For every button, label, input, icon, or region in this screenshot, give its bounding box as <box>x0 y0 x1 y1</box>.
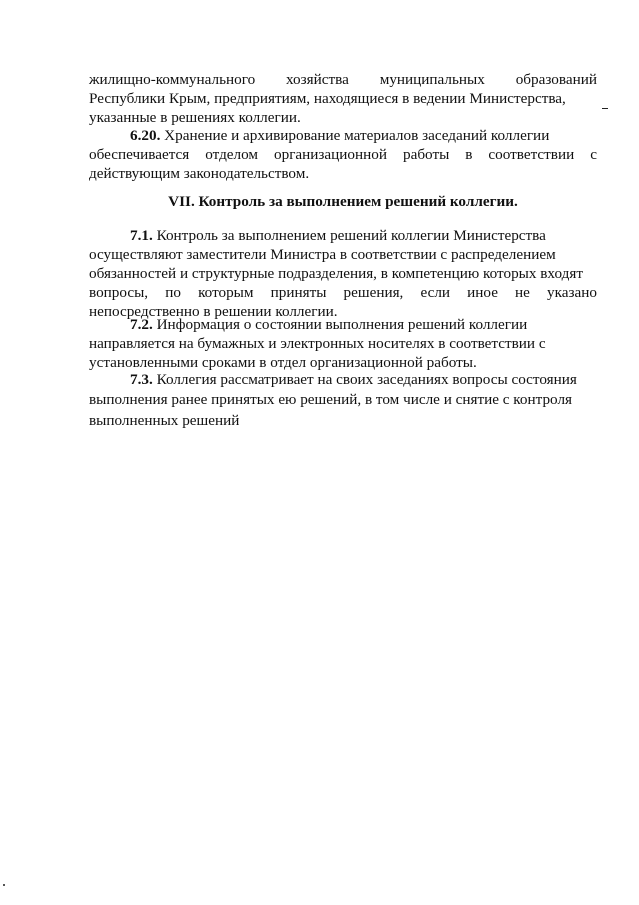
text-line: выполненных решений <box>89 412 240 429</box>
paragraph-number: 7.2. <box>130 316 153 333</box>
text-line: указанные в решениях коллегии. <box>89 109 301 126</box>
text: Контроль за выполнением решений коллегии Министерства <box>156 227 546 244</box>
word: с <box>590 146 597 163</box>
word: вопросы, <box>89 284 149 301</box>
word: муниципальных <box>379 71 485 88</box>
word: работы <box>402 146 450 163</box>
text-line <box>89 315 597 334</box>
word: решения, <box>343 284 404 301</box>
paragraph-number: 7.3. <box>130 371 153 388</box>
text-line: обязанностей и структурные подразделения, в компетенцию которых входят <box>89 265 583 282</box>
word: отделом <box>205 146 259 163</box>
word: иное <box>467 284 498 301</box>
paragraph-number: 6.20. <box>130 127 161 144</box>
word: организационной <box>274 146 387 163</box>
text: Информация о состоянии выполнения решений коллегии <box>156 316 528 333</box>
word: не <box>515 284 530 301</box>
scan-speck <box>3 884 5 886</box>
text-line <box>89 370 597 389</box>
paragraph-number: 7.1. <box>130 227 153 244</box>
text-line: действующим законодательством. <box>89 165 310 182</box>
paragraph-7-2 <box>89 315 597 372</box>
text: Коллегия рассматривает на своих заседаниях вопросы состояния <box>156 371 577 388</box>
paragraph-7-1 <box>89 226 597 321</box>
text-line <box>89 226 597 245</box>
text-line: установленными сроками в отдел организационной работы. <box>89 354 477 371</box>
paragraph-continuation <box>89 70 597 127</box>
word: указано <box>547 284 597 301</box>
word: соответствии <box>488 146 575 163</box>
text-line <box>89 126 597 145</box>
text-line: направляется на бумажных и электронных носителях в соответствии с <box>89 335 546 352</box>
word: обеспечивается <box>89 146 190 163</box>
word: приняты <box>270 284 327 301</box>
text-line <box>89 70 597 89</box>
text-line: непосредственно в решении коллегии. <box>89 303 338 320</box>
word: жилищно-коммунального <box>89 71 256 88</box>
word: в <box>465 146 473 163</box>
text-line: Республики Крым, предприятиям, находящиеся в ведении Министерства, <box>89 90 566 107</box>
paragraph-7-3 <box>89 370 597 431</box>
paragraph-6-20 <box>89 126 597 183</box>
text-line: осуществляют заместители Министра в соответствии с распределением <box>89 246 556 263</box>
word: по <box>165 284 181 301</box>
text-line: выполнения ранее принятых ею решений, в том числе и снятие с контроля <box>89 391 573 408</box>
margin-mark <box>602 108 608 109</box>
word: которым <box>198 284 254 301</box>
text-line <box>89 145 597 164</box>
text-line <box>89 283 597 302</box>
text: Хранение и архивирование материалов заседаний коллегии <box>164 127 550 144</box>
word: если <box>420 284 451 301</box>
section-heading: VII. Контроль за выполнением решений коллегии. <box>168 193 518 210</box>
word: хозяйства <box>286 71 349 88</box>
word: образований <box>515 71 597 88</box>
